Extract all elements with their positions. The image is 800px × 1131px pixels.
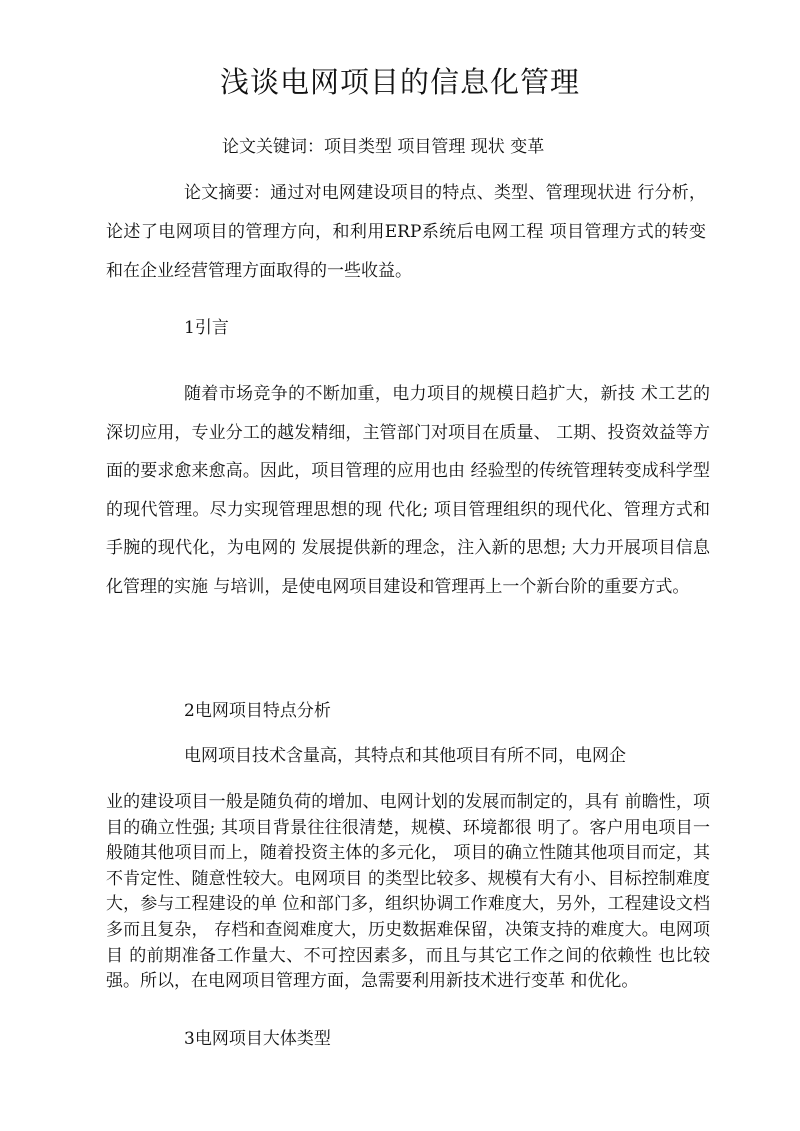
introduction-paragraph: 随着市场竞争的不断加重，电力项目的规模日趋扩大，新技 术工艺的深切应用，专业分工的越发精细，主管部门对项目在质量、 工期、投资效益等方面的要求愈来愈高。因此，项目管理的应用也由 经验型的传统管理转变成科学型的现代管理。尽力实现管理思想的现 代化; 项目管理组织的现代化、管理方式和手腕的现代化，为电网的 发展提供新的理念，注入新的思想; 大力开展项目信息化管理的实施 与培训，是使电网项目建设和管理再上一个新台阶的重要方式。 [106,384,710,597]
section-heading-introduction: 1引言 [184,318,229,338]
keywords-line: 论文关键词：项目类型 项目管理 现状 变革 [222,137,545,157]
characteristics-paragraph: 业的建设项目一般是随负荷的增加、电网计划的发展而制定的，具有 前瞻性，项目的确立性强; 其项目背景往往很清楚，规模、环境都很 明了。客户用电项目一般随其他项目而上，随着投资主体的多元化， 项目的确立性随其他项目而定，其不肯定性、随意性较大。电网项目 的类型比较多、规模有大有小、目标控制难度大，参与工程建设的单 位和部门多，组织协调工作难度大，另外，工程建设文档多而且复杂， 存档和查阅难度大，历史数据难保留，决策支持的难度大。电网项目 的前期准备工作量大、不可控因素多，而且与其它工作之间的依赖性 也比较强。所以，在电网项目管理方面，急需要利用新技术进行变革 和优化。 [106,792,710,992]
section-heading-characteristics: 2电网项目特点分析 [184,701,331,721]
abstract-paragraph: 论文摘要：通过对电网建设项目的特点、类型、管理现状进 行分析，论述了电网项目的管理方向，和利用ERP系统后电网工程 项目管理方式的转变和在企业经营管理方面取得的一些收益。 [106,183,706,281]
section-heading-types: 3电网项目大体类型 [184,1029,331,1049]
document-title: 浅谈电网项目的信息化管理 [219,65,580,99]
characteristics-lead-line: 电网项目技术含量高，其特点和其他项目有所不同，电网企 [184,746,626,766]
